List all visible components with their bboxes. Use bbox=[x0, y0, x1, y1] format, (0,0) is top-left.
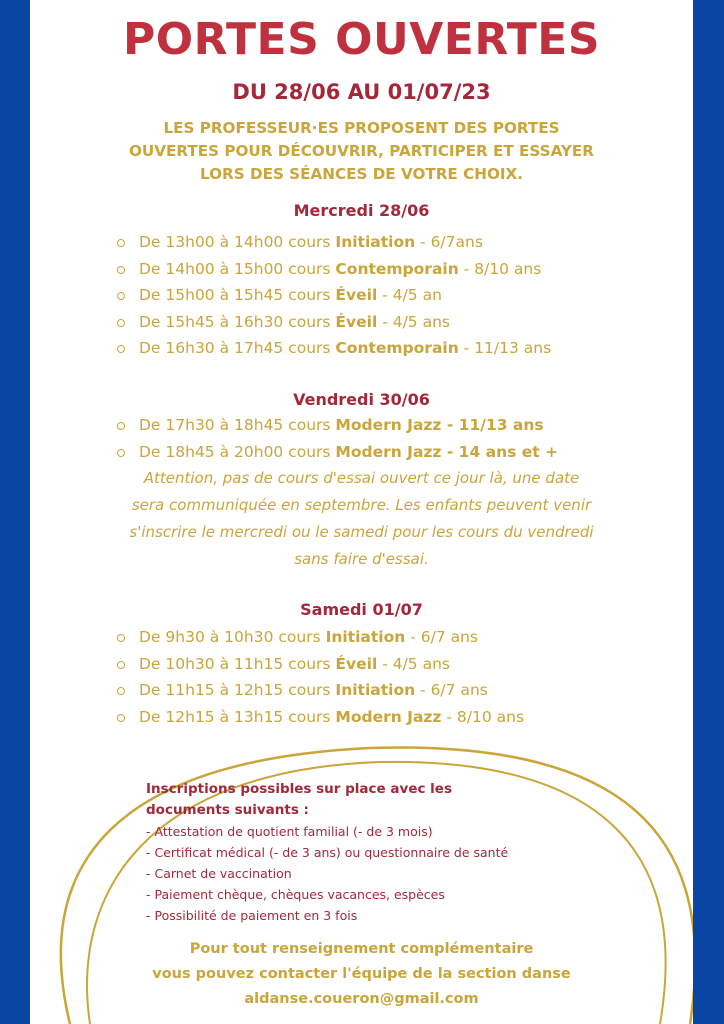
intro-line: LES PROFESSEUR·ES PROPOSENT DES PORTES bbox=[163, 119, 560, 137]
note-line: sera communiquée en septembre. Les enfants peuvent venir bbox=[131, 496, 592, 514]
list-item: - Possibilité de paiement en 3 fois bbox=[146, 908, 358, 923]
list-item: De 14h00 à 15h00 cours Contemporain - 8/10 ans bbox=[117, 256, 551, 283]
note-line: Attention, pas de cours d'essai ouvert ce jour là, une date bbox=[143, 469, 580, 487]
list-item: De 15h00 à 15h45 cours Éveil - 4/5 an bbox=[117, 282, 551, 309]
page-title: PORTES OUVERTES bbox=[122, 14, 601, 65]
note-line: s'inscrire le mercredi ou le samedi pour les cours du vendredi bbox=[129, 523, 594, 541]
list-item: De 10h30 à 11h15 cours Éveil - 4/5 ans bbox=[117, 651, 524, 678]
list-item: De 12h15 à 13h15 cours Modern Jazz - 8/10 ans bbox=[117, 704, 524, 731]
documents-title: Inscriptions possibles sur place avec les bbox=[146, 781, 452, 797]
list-item: De 16h30 à 17h45 cours Contemporain - 11/13 ans bbox=[117, 335, 551, 362]
contact-line: vous pouvez contacter l'équipe de la section danse bbox=[152, 966, 571, 982]
contact-line: Pour tout renseignement complémentaire bbox=[189, 941, 534, 957]
intro-line: LORS DES SÉANCES DE VOTRE CHOIX. bbox=[200, 165, 523, 183]
list-item: De 9h30 à 10h30 cours Initiation - 6/7 ans bbox=[117, 624, 524, 651]
email-link[interactable]: aldanse.coueron@gmail.com bbox=[244, 991, 479, 1007]
list-item: De 18h45 à 20h00 cours Modern Jazz - 14 ans et + bbox=[117, 439, 558, 466]
date-range: DU 28/06 AU 01/07/23 bbox=[232, 80, 491, 104]
day-heading-mercredi: Mercredi 28/06 bbox=[293, 201, 430, 220]
documents-title: documents suivants : bbox=[146, 802, 309, 818]
intro-line: OUVERTES POUR DÉCOUVRIR, PARTICIPER ET ESSAYER bbox=[129, 142, 594, 160]
list-item: - Certificat médical (- de 3 ans) ou questionnaire de santé bbox=[146, 845, 509, 860]
flyer-page bbox=[30, 0, 693, 1024]
day-heading-vendredi: Vendredi 30/06 bbox=[293, 390, 430, 409]
contact-block bbox=[30, 937, 693, 1012]
list-item: De 13h00 à 14h00 cours Initiation - 6/7ans bbox=[117, 229, 551, 256]
day-heading-samedi: Samedi 01/07 bbox=[300, 600, 423, 619]
list-item: De 11h15 à 12h15 cours Initiation - 6/7 ans bbox=[117, 677, 524, 704]
documents-block bbox=[146, 779, 586, 926]
list-item: De 17h30 à 18h45 cours Modern Jazz - 11/13 ans bbox=[117, 412, 558, 439]
list-item: De 15h45 à 16h30 cours Éveil - 4/5 ans bbox=[117, 309, 551, 336]
list-item: - Attestation de quotient familial (- de 3 mois) bbox=[146, 824, 433, 839]
list-item: - Carnet de vaccination bbox=[146, 866, 292, 881]
list-item: - Paiement chèque, chèques vacances, espèces bbox=[146, 887, 445, 902]
note-line: sans faire d'essai. bbox=[294, 550, 429, 568]
